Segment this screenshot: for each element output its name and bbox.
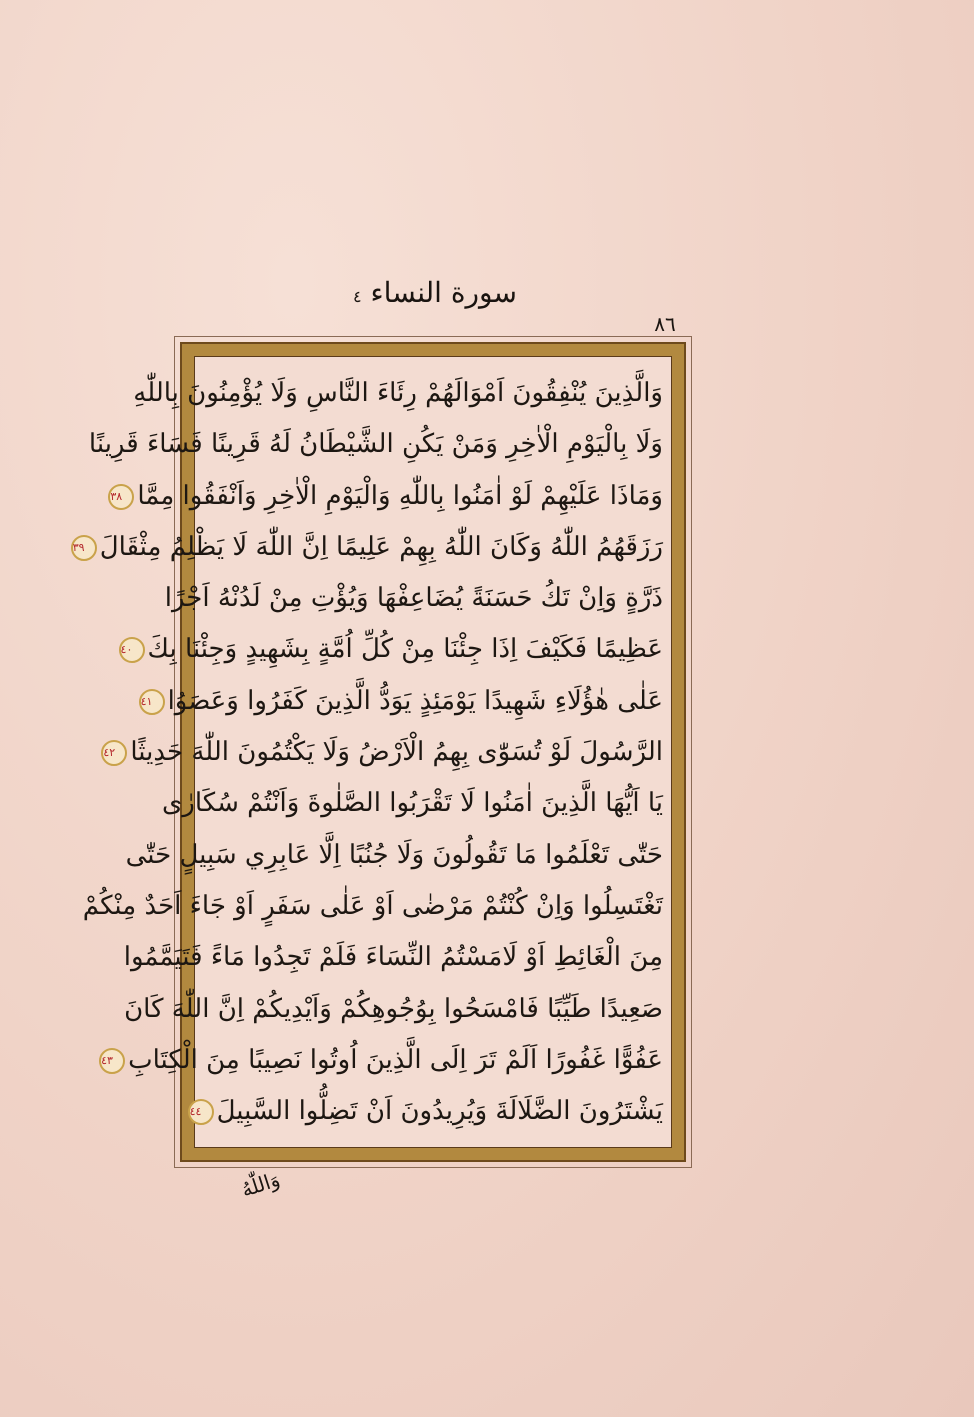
text-line bbox=[82, 881, 663, 932]
verse-text: حَتّٰى تَعْلَمُوا مَا تَقُولُونَ وَلَا جُنُبًا اِلَّا عَابِرِي سَبِيلٍ حَتّٰى bbox=[125, 839, 663, 870]
verse-text: يَا اَيُّهَا الَّذِينَ اٰمَنُوا لَا تَقْرَبُوا الصَّلٰوةَ وَاَنْتُمْ سُكَارٰى bbox=[161, 788, 663, 819]
text-line bbox=[189, 1086, 663, 1137]
page-number: ٨٦ bbox=[654, 312, 676, 336]
text-line bbox=[161, 778, 663, 829]
verse-text: مِنَ الْغَائِطِ اَوْ لَامَسْتُمُ النِّسَاءَ فَلَمْ تَجِدُوا مَاءً فَتَيَمَّمُوا bbox=[123, 942, 663, 973]
verse-text: وَمَاذَا عَلَيْهِمْ لَوْ اٰمَنُوا بِاللّٰهِ وَالْيَوْمِ الْاٰخِرِ وَاَنْفَقُوا مِمَّا bbox=[137, 480, 663, 511]
text-line bbox=[88, 419, 663, 470]
ayah-marker: ٤٢ bbox=[101, 740, 127, 766]
verse-text: يَشْتَرُونَ الضَّلَالَةَ وَيُرِيدُونَ اَنْ تَضِلُّوا السَّبِيلَ bbox=[216, 1096, 663, 1127]
text-line bbox=[101, 1035, 663, 1086]
text-line bbox=[72, 522, 663, 573]
ayah-marker: ٤٣ bbox=[99, 1048, 125, 1074]
text-line bbox=[120, 624, 663, 675]
verse-text: الرَّسُولَ لَوْ تُسَوّٰى بِهِمُ الْاَرْضُ وَلَا يَكْتُمُونَ اللّٰهَ حَدِيثًا bbox=[130, 737, 663, 768]
verse-text: عَلٰى هٰؤُلَاءِ شَهِيدًا يَوْمَئِذٍ يَوَدُّ الَّذِينَ كَفَرُوا وَعَصَوُا bbox=[167, 685, 663, 716]
surah-header bbox=[330, 268, 530, 318]
verse-text: تَغْتَسِلُوا وَاِنْ كُنْتُمْ مَرْضٰى اَوْ عَلٰى سَفَرٍ اَوْ جَاءَ اَحَدٌ مِنْكُمْ bbox=[82, 890, 663, 921]
text-line bbox=[123, 932, 663, 983]
text-line bbox=[103, 727, 663, 778]
text-line bbox=[164, 573, 663, 624]
text-block bbox=[72, 368, 663, 1138]
verse-text: وَلَا بِالْيَوْمِ الْاٰخِرِ وَمَنْ يَكُنِ الشَّيْطَانُ لَهُ قَرِينًا فَسَاءَ قَرِينًا bbox=[88, 429, 663, 460]
text-line bbox=[140, 676, 663, 727]
verse-text: ذَرَّةٍ وَاِنْ تَكُ حَسَنَةً يُضَاعِفْهَا وَيُؤْتِ مِنْ لَدُنْهُ اَجْرًا bbox=[164, 583, 663, 614]
text-line bbox=[133, 368, 663, 419]
verse-text: وَالَّذِينَ يُنْفِقُونَ اَمْوَالَهُمْ رِئَاءَ النَّاسِ وَلَا يُؤْمِنُونَ بِاللّٰهِ bbox=[133, 378, 663, 408]
ayah-marker: ٤١ bbox=[139, 689, 165, 715]
ayah-marker: ٣٩ bbox=[71, 535, 97, 561]
verse-text: رَزَقَهُمُ اللّٰهُ وَكَانَ اللّٰهُ بِهِمْ عَلِيمًا اِنَّ اللّٰهَ لَا يَظْلِمُ مِثْقَالَ bbox=[99, 531, 663, 562]
ayah-marker: ٣٨ bbox=[108, 484, 134, 510]
text-line bbox=[125, 830, 663, 881]
text-line bbox=[124, 984, 663, 1035]
verse-text: عَفُوًّا غَفُورًا اَلَمْ تَرَ اِلَى الَّذِينَ اُوتُوا نَصِيبًا مِنَ الْكِتَابِ bbox=[128, 1044, 663, 1075]
ayah-marker: ٤٤ bbox=[188, 1099, 214, 1125]
ayah-marker: ٤٠ bbox=[119, 637, 145, 663]
surah-title: سورة النساء bbox=[370, 276, 517, 309]
surah-number: ٤ bbox=[353, 287, 362, 306]
verse-text: صَعِيدًا طَيِّبًا فَامْسَحُوا بِوُجُوهِكُمْ وَاَيْدِيكُمْ اِنَّ اللّٰهَ كَانَ bbox=[124, 993, 663, 1024]
text-line bbox=[110, 471, 663, 522]
catchword: وَاللّٰهُ bbox=[238, 1167, 283, 1202]
verse-text: عَظِيمًا فَكَيْفَ اِذَا جِئْنَا مِنْ كُلِّ اُمَّةٍ بِشَهِيدٍ وَجِئْنَا بِكَ bbox=[147, 634, 663, 665]
